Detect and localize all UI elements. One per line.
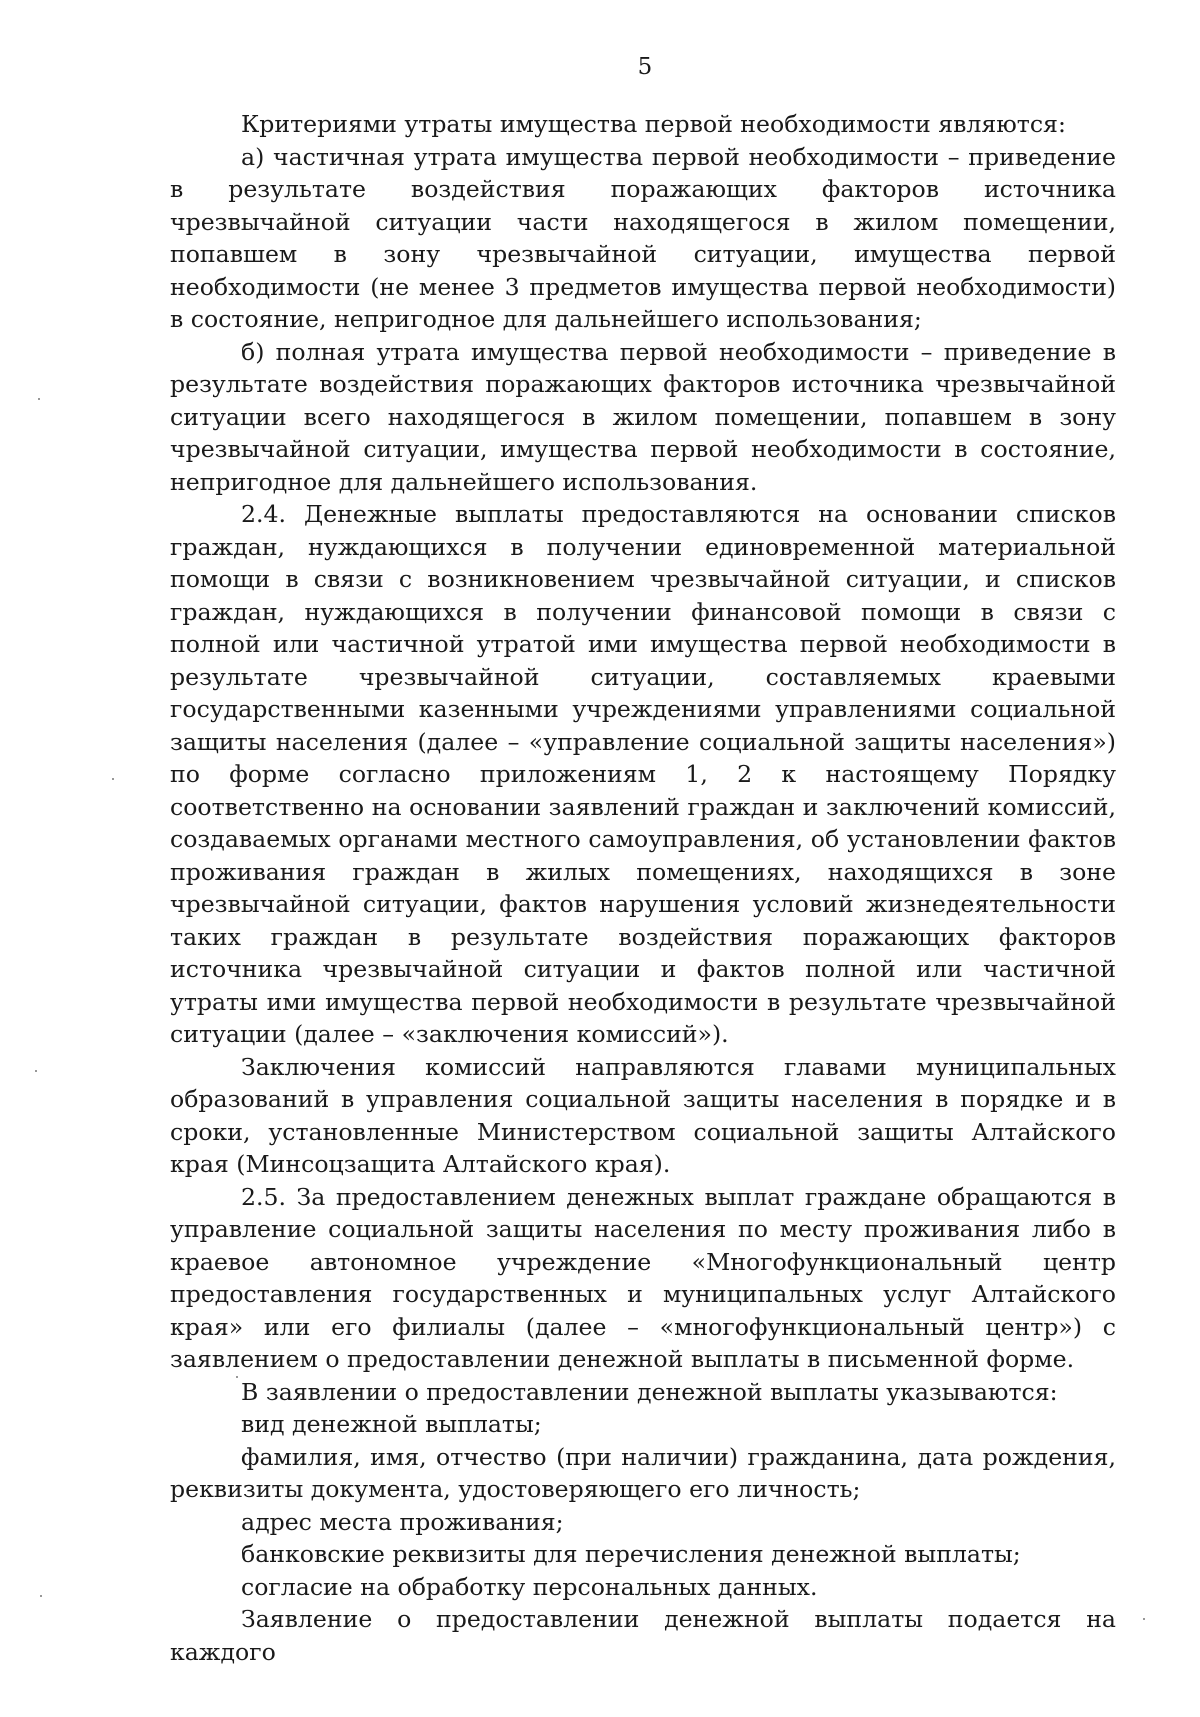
- scan-speck: [40, 1595, 42, 1597]
- document-body: [170, 108, 1116, 1668]
- list-item-personal-details: фамилия, имя, отчество (при наличии) гражданина, дата рождения, реквизиты документа, удостоверяющего его личность;: [170, 1442, 1116, 1503]
- paragraph-full-loss: б) полная утрата имущества первой необходимости – приведение в результате воздействия поражающих факторов источника чрезвычайной ситуации всего находящегося в жилом помещении, попавшем в зону чрезвычайной ситуации, имущества первой необходимости в состояние, непригодное для дальнейшего использования.: [170, 337, 1116, 496]
- scan-speck: [38, 398, 40, 400]
- paragraph-application-contents: В заявлении о предоставлении денежной выплаты указываются:: [241, 1377, 1058, 1406]
- page-number: 5: [637, 54, 653, 80]
- scan-speck: [112, 778, 114, 780]
- scan-speck: [35, 1070, 37, 1072]
- paragraph-application-submission: Заявление о предоставлении денежной выплаты подается на каждого: [170, 1605, 1116, 1666]
- paragraph-section-2-4: 2.4. Денежные выплаты предоставляются на основании списков граждан, нуждающихся в получении единовременной материальной помощи в связи с возникновением чрезвычайной ситуации, и списков граждан, нуждающихся в получении финансовой помощи в связи с полной или частичной утратой ими имущества первой необходимости в результате чрезвычайной ситуации, составляемых краевыми государственными казенными учреждениями управлениями социальной защиты населения (далее – «управление социальной защиты населения») по форме согласно приложениям 1, 2 к настоящему Порядку соответственно на основании заявлений граждан и заключений комиссий, создаваемых органами местного самоуправления, об установлении фактов проживания граждан в жилых помещениях, находящихся в зоне чрезвычайной ситуации, фактов нарушения условий жизнедеятельности таких граждан в результате воздействия поражающих факторов источника чрезвычайной ситуации и фактов полной или частичной утраты ими имущества первой необходимости в результате чрезвычайной ситуации (далее – «заключения комиссий»).: [170, 500, 1116, 1048]
- list-item-data-consent: согласие на обработку персональных данных.: [241, 1572, 818, 1601]
- paragraph-section-2-5: 2.5. За предоставлением денежных выплат граждане обращаются в управление социальной защиты населения по месту проживания либо в краевое автономное учреждение «Многофункциональный центр предоставления государственных и муниципальных услуг Алтайского края» или его филиалы (далее – «многофункциональный центр») с заявлением о предоставлении денежной выплаты в письменной форме.: [170, 1182, 1116, 1373]
- list-item-address: адрес места проживания;: [241, 1507, 564, 1536]
- scan-speck: [1143, 1618, 1145, 1620]
- paragraph-partial-loss: а) частичная утрата имущества первой необходимости – приведение в результате воздействия поражающих факторов источника чрезвычайной ситуации части находящегося в жилом помещении, попавшем в зону чрезвычайной ситуации, имущества первой необходимости (не менее 3 предметов имущества первой необходимости) в состояние, непригодное для дальнейшего использования;: [170, 142, 1116, 333]
- list-item-bank-details: банковские реквизиты для перечисления денежной выплаты;: [241, 1540, 1021, 1568]
- list-item-payment-type: вид денежной выплаты;: [241, 1410, 542, 1438]
- scan-speck: [236, 1376, 238, 1378]
- paragraph-criteria-intro: Критериями утраты имущества первой необходимости являются:: [241, 110, 1066, 138]
- paragraph-commission-conclusions: Заключения комиссий направляются главами муниципальных образований в управления социальной защиты населения в порядке и в сроки, установленные Министерством социальной защиты Алтайского края (Минсоцзащита Алтайского края).: [170, 1052, 1116, 1178]
